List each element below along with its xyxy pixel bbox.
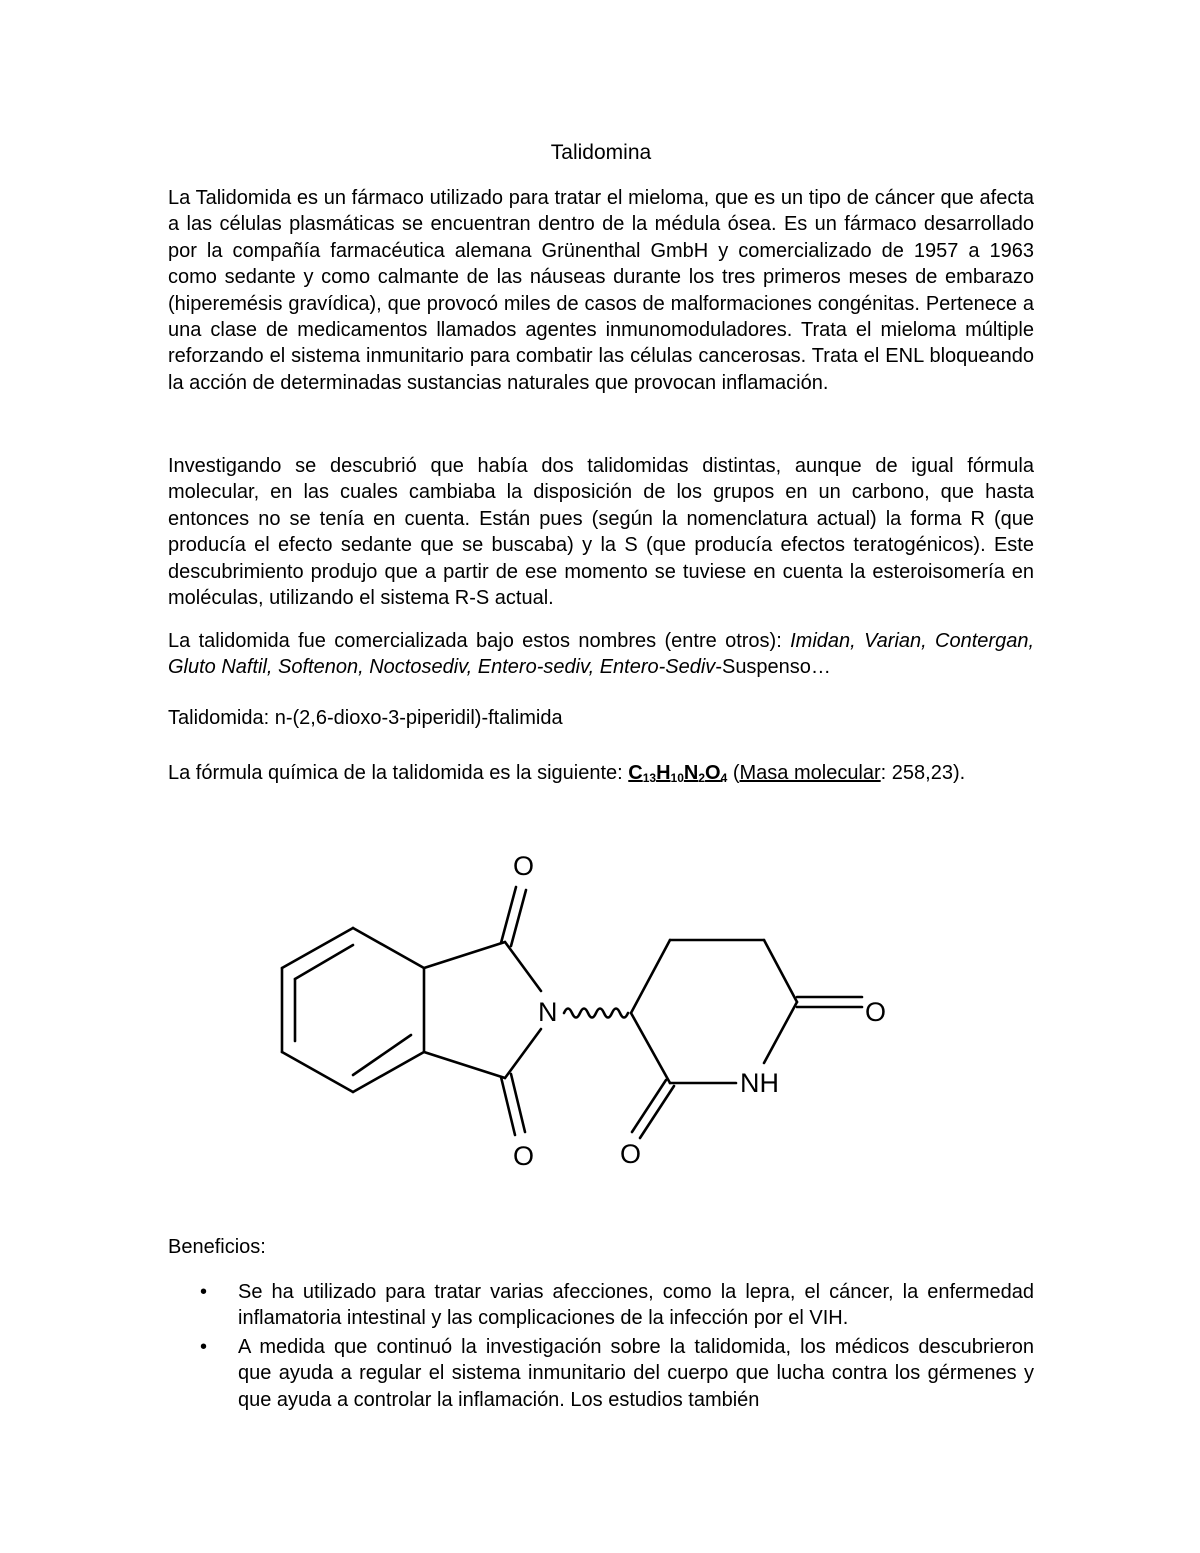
list-item: • A medida que continuó la investigación sobre la talidomida, los médicos descubrieron que ayuda a regular el sistema inmunitario del cuerpo que lucha contra los gérmenes y que ayuda a controlar la inflamación. Los estudios también <box>200 1335 1034 1411</box>
bond <box>353 928 424 968</box>
paragraph-formula <box>168 760 1034 786</box>
thalidomide-structure-diagram <box>270 845 910 1175</box>
bond <box>353 1052 424 1092</box>
trade-names-suffix: -Suspenso… <box>715 656 831 679</box>
bond <box>282 928 353 968</box>
trade-names-list: Imidan, Varian, Contergan, Gluto Naftil, Softenon, Noctosediv, Entero-sediv, Entero-Sediv <box>168 630 1034 679</box>
benefits-heading: Beneficios: <box>168 1236 266 1258</box>
atom-n: N <box>538 997 558 1027</box>
bullet: • <box>200 1335 208 1358</box>
atom-nh: NH <box>740 1068 779 1098</box>
bond <box>424 942 505 968</box>
atom-o-bottom-right: O <box>620 1139 642 1169</box>
bond <box>353 1035 411 1075</box>
bond <box>282 1052 353 1092</box>
paragraph-intro: La Talidomida es un fármaco utilizado para tratar el mieloma, que es un tipo de cáncer que afecta a las células plasmáticas se encuentran dentro de la médula ósea. Es un fármaco desarrollado por la compañía farmacéutica alemana Grünenthal GmbH y comercializado de 1957 a 1963 como sedante y como calmante de las náuseas durante los tres primeros meses de embarazo (hiperemésis gravídica), que provocó miles de casos de malformaciones congénitas. Pertenece a una clase de medicamentos llamados agentes inmunomoduladores. Trata el mieloma múltiple reforzando el sistema inmunitario para combatir las células cancerosas. Trata el ENL bloqueando la acción de determinadas sustancias naturales que provocan inflamación. <box>168 187 1034 394</box>
formula-intro: La fórmula química de la talidomida es la siguiente: <box>168 762 629 784</box>
atom-o-top: O <box>513 851 535 881</box>
bond <box>764 1002 797 1063</box>
trade-names-intro: La talidomida fue comercializada bajo estos nombres (entre otros): <box>168 630 791 652</box>
wavy-bond <box>564 1009 628 1018</box>
bond <box>631 940 670 1013</box>
bond <box>505 942 541 991</box>
formula-open-paren: ( <box>727 762 740 784</box>
paragraph-isomers: Investigando se descubrió que había dos talidomidas distintas, aunque de igual fórmula molecular, en las cuales cambiaba la disposición de los grupos en un carbono, que hasta entonces no se tenía en cuenta. Están pues (según la nomenclatura actual) la forma R (que producía el efecto sedante que se buscaba) y la S (que producía efectos teratogénicos). Este descubrimiento produjo que a partir de ese momento se tuviese en cuenta la esteroisomería en moléculas, utilizando el sistema R-S actual. <box>168 455 1034 610</box>
paragraph-iupac-name: Talidomida: n-(2,6-dioxo-3-piperidil)-ftalimida <box>168 707 563 729</box>
atom-o-right: O <box>865 997 887 1027</box>
bullet: • <box>200 1281 208 1303</box>
paragraph-trade-names <box>168 628 1034 681</box>
bond <box>424 1052 505 1078</box>
benefits-list <box>168 1279 1034 1415</box>
formula-link[interactable]: $C_{13}H_{10}N_2O_4$ <box>628 762 728 785</box>
bond <box>631 1013 670 1083</box>
bond <box>295 945 353 979</box>
bond <box>505 1029 541 1078</box>
list-item: • Se ha utilizado para tratar varias afecciones, como la lepra, el cáncer, la enfermedad inflamatoria intestinal y las complicaciones de la infección por el VIH. <box>200 1281 1034 1330</box>
page-title: Talidomina <box>550 141 652 164</box>
molecular-mass-value: : 258,23). <box>880 762 966 784</box>
atom-o-bottom-left: O <box>513 1141 535 1171</box>
molecular-mass-link[interactable]: Masa molecular <box>739 762 881 784</box>
bond <box>764 940 797 1002</box>
